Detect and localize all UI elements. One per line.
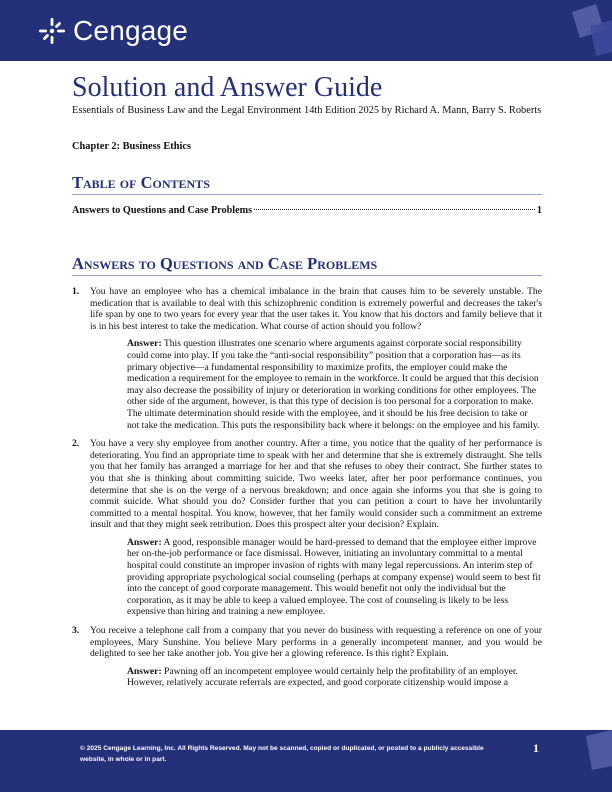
answer-text: Pawning off an incompetent employee would certainly help the profitability of an employer. However, relatively accurate referrals are expected, and good corporate citizenship would impose a — [127, 665, 518, 689]
answer-text: This question illustrates one scenario where arguments against corporate social responsibility could come into play. If you take the “anti-social responsibility” position that a corporation has—as its primary objective—a fundamental responsibility to maximize profits, the employer could make the medication a requirement for the employee to remain in the workforce. It could be argued that this decision may also decrease the possibility of injury or deterioration in working conditions for other employees. The other side of the argument, however, is that this type of decision is too personal for a corporation to make. The ultimate determination should reside with the employee, and it should be his free decision to take or not take the medication. This puts the responsibility back where it belongs: on the employee and his family. — [127, 338, 540, 431]
answer-text: A good, responsible manager would be hard-pressed to demand that the employee either improve her on-the-job performance or face dismissal. However, initiating an involuntary committal to a mental hospital could constitute an improper invasion of rights with many legal repercussions. An interim step of providing appropriate psychological social counseling (perhaps at company expense) would seem to best fit into the concept of good corporate management. This would benefit not only the individual but the corporation, as it may be able to keep a valued employee. The cost of counseling is likely to be less expensive than hiring and training a new employee. — [127, 536, 541, 618]
toc-entry-page: 1 — [536, 205, 542, 216]
answer-label: Answer: — [127, 665, 162, 677]
answer-block — [127, 537, 542, 618]
book-subtitle: Essentials of Business Law and the Legal Environment 14th Edition 2025 by Richard A. Mann, Barry S. Roberts — [72, 105, 542, 116]
question-number: 1. — [72, 286, 80, 297]
page-title: Solution and Answer Guide — [72, 72, 383, 103]
answer-label: Answer: — [127, 536, 162, 548]
question-number: 2. — [72, 438, 80, 450]
toc-entry[interactable] — [72, 205, 542, 216]
answers-section-heading: Answers to Questions and Case Problems — [72, 254, 542, 276]
question-list — [72, 286, 542, 696]
answer-block — [127, 666, 542, 689]
copyright-notice: © 2025 Cengage Learning, Inc. All Rights Reserved. May not be scanned, copied or duplicated, or posted to a publicly accessible website, in whole or in part. — [80, 745, 484, 763]
question-item — [72, 625, 542, 689]
question-text: You have an employee who has a chemical imbalance in the brain that causes him to be severely unstable. The medication that is available to deal with this schizophrenic condition is extremely powerful and decreases the taker's life span by one to two years for every year that the user takes it. You know that his doctors and family believe that it is in his best interest to take the medication. What course of action should you follow? — [90, 286, 542, 332]
question-number: 3. — [72, 625, 80, 637]
chapter-heading: Chapter 2: Business Ethics — [72, 141, 192, 152]
page-number: 1 — [533, 741, 539, 755]
header-band — [0, 0, 612, 61]
toc-entry-label: Answers to Questions and Case Problems — [72, 205, 253, 216]
question-text: You receive a telephone call from a company that you never do business with requesting a reference on one of your employees, Mary Sunshine. You believe Mary performs in a generally incompetent manner, and you would be delighted to see her take another job. You give her a glowing reference. Is this right? Explain. — [90, 625, 542, 660]
footer-decoration — [572, 730, 612, 792]
footer-band — [0, 730, 612, 792]
question-item — [72, 286, 542, 431]
answer-label: Answer: — [127, 338, 162, 350]
toc-leader-dots — [254, 209, 535, 210]
question-text: You have a very shy employee from another country. After a time, you notice that the quality of her performance is deteriorating. You find an appropriate time to speak with her and determine that she is extremely distraught. She tells you that her family has arranged a marriage for her and that she refuses to obey their contract. She further states to you that she is thinking about committing suicide. Two weeks later, after her poor performance continues, you determine that she is on the verge of a nervous breakdown; and once again she informs you that she is going to commit suicide. What should you do? Consider further that you can petition a court to have her involuntarily committed to a mental hospital. You know, however, that her family would consider such a commitment an extreme insult and that they might seek retribution. Does this prospect alter your decision? Explain. — [90, 438, 542, 531]
corner-decoration — [552, 0, 612, 61]
cengage-logo — [37, 14, 188, 48]
question-item — [72, 438, 542, 618]
toc-heading: Table of Contents — [72, 173, 542, 195]
cengage-logo-icon — [37, 16, 67, 46]
answer-block — [127, 338, 542, 431]
brand-name: Cengage — [73, 15, 189, 46]
